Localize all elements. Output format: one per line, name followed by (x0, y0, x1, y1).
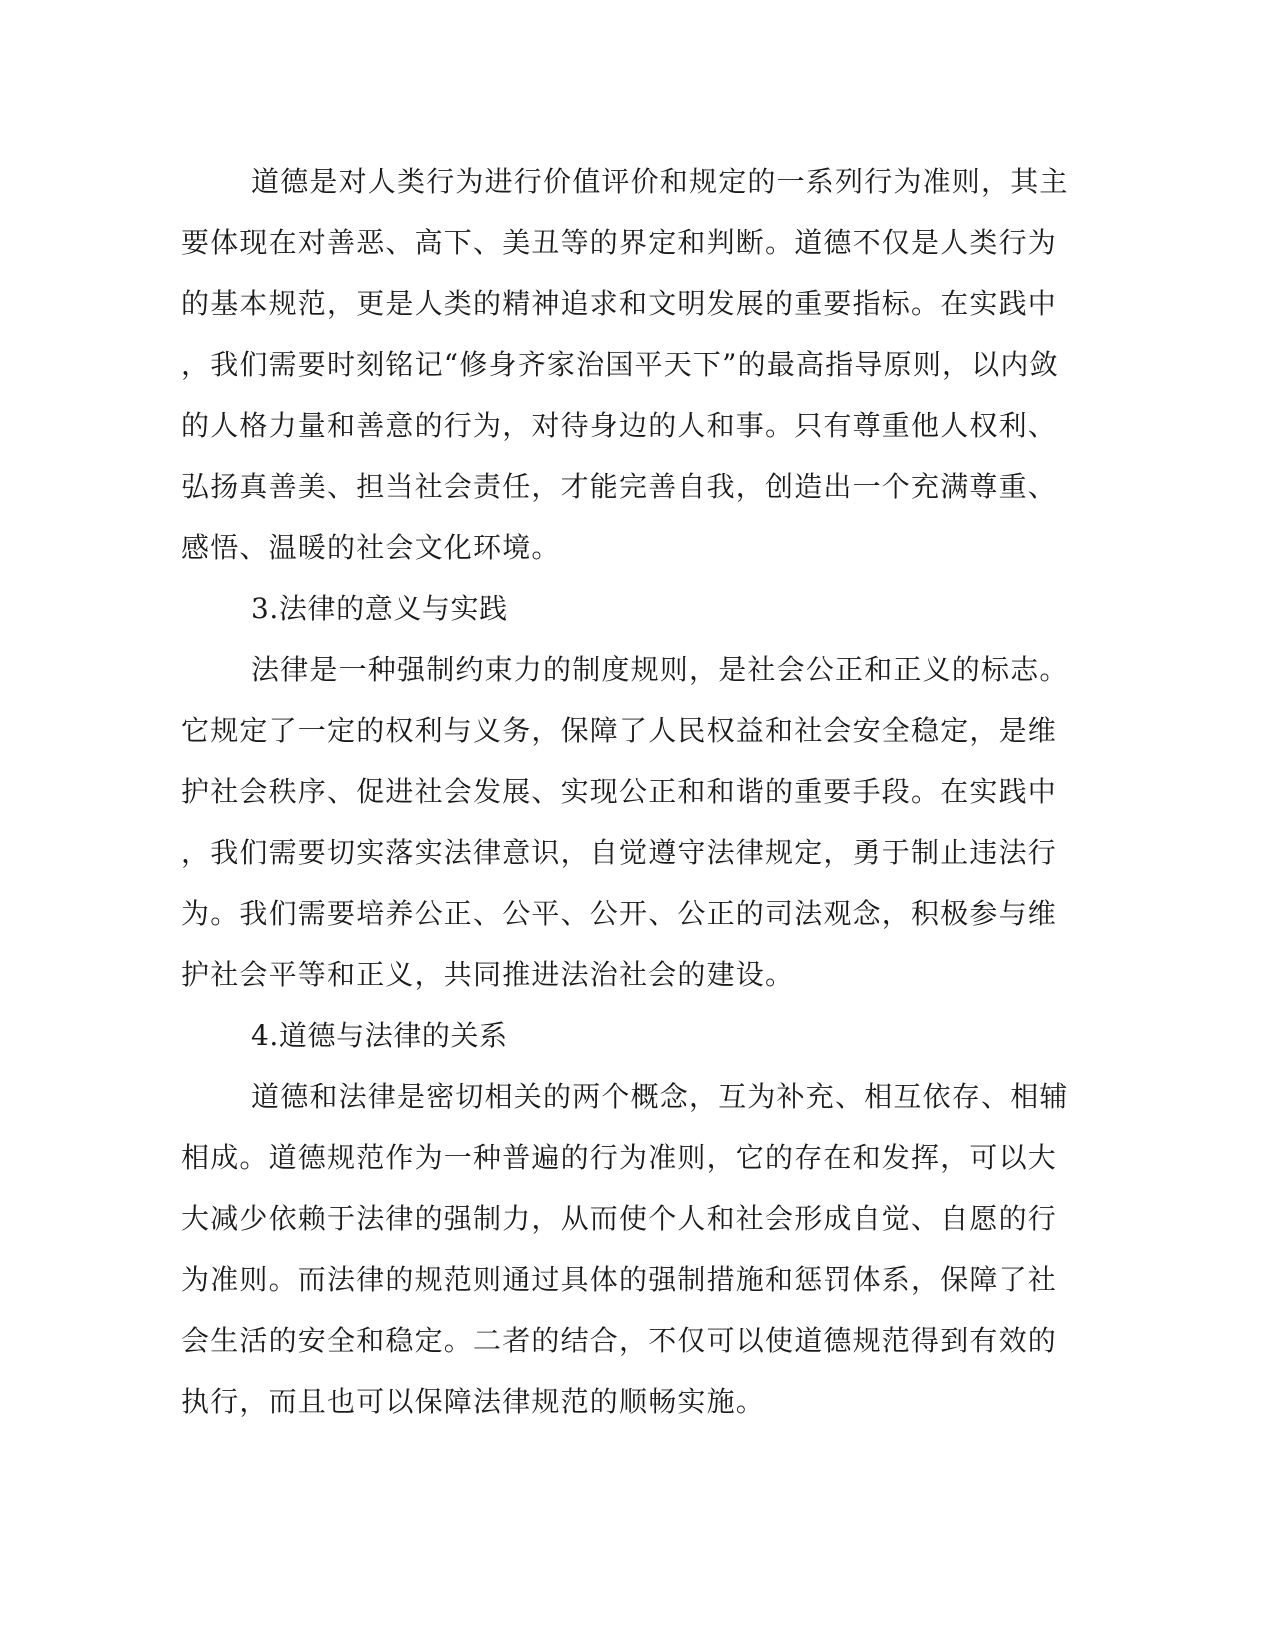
paragraph-line: 为准则。而法律的规范则通过具体的强制措施和惩罚体系，保障了社 (181, 1263, 1058, 1296)
paragraph-line: 相成。道德规范作为一种普遍的行为准则，它的存在和发挥，可以大 (181, 1141, 1058, 1174)
paragraph-line: 护社会秩序、促进社会发展、实现公正和和谐的重要手段。在实践中 (181, 775, 1058, 808)
paragraph-line: 弘扬真善美、担当社会责任，才能完善自我，创造出一个充满尊重、 (181, 470, 1058, 503)
paragraph-line: 它规定了一定的权利与义务，保障了人民权益和社会安全稳定，是维 (181, 714, 1058, 747)
section-heading-law-meaning: 3.法律的意义与实践 (251, 592, 508, 625)
paragraph-line: 道德是对人类行为进行价值评价和规定的一系列行为准则，其主 (251, 165, 1069, 198)
paragraph-line: 会生活的安全和稳定。二者的结合，不仅可以使道德规范得到有效的 (181, 1324, 1058, 1357)
paragraph-line: 护社会平等和正义，共同推进法治社会的建设。 (181, 958, 795, 991)
paragraph-morality-law-relation (181, 1075, 1069, 1441)
paragraph-line: ，我们需要切实落实法律意识，自觉遵守法律规定，勇于制止违法行 (181, 836, 1058, 869)
paragraph-line: 执行，而且也可以保障法律规范的顺畅实施。 (181, 1385, 766, 1418)
paragraph-line: ，我们需要时刻铭记“修身齐家治国平天下”的最高指导原则，以内敛 (181, 348, 1059, 381)
paragraph-line: 的人格力量和善意的行为，对待身边的人和事。只有尊重他人权利、 (181, 409, 1058, 442)
document-body (181, 160, 1069, 1441)
paragraph-line: 感悟、温暖的社会文化环境。 (181, 531, 561, 564)
paragraph-line: 道德和法律是密切相关的两个概念，互为补充、相互依存、相辅 (251, 1080, 1069, 1113)
paragraph-line: 大减少依赖于法律的强制力，从而使个人和社会形成自觉、自愿的行 (181, 1202, 1058, 1235)
paragraph-line: 法律是一种强制约束力的制度规则，是社会公正和正义的标志。 (251, 653, 1069, 686)
section-heading-morality-law-relation: 4.道德与法律的关系 (251, 1019, 508, 1052)
paragraph-morality-definition (181, 160, 1069, 587)
paragraph-line: 要体现在对善恶、高下、美丑等的界定和判断。道德不仅是人类行为 (181, 226, 1058, 259)
paragraph-line: 的基本规范，更是人类的精神追求和文明发展的重要指标。在实践中 (181, 287, 1058, 320)
paragraph-law-meaning (181, 648, 1069, 1014)
paragraph-line: 为。我们需要培养公正、公平、公开、公正的司法观念，积极参与维 (181, 897, 1058, 930)
